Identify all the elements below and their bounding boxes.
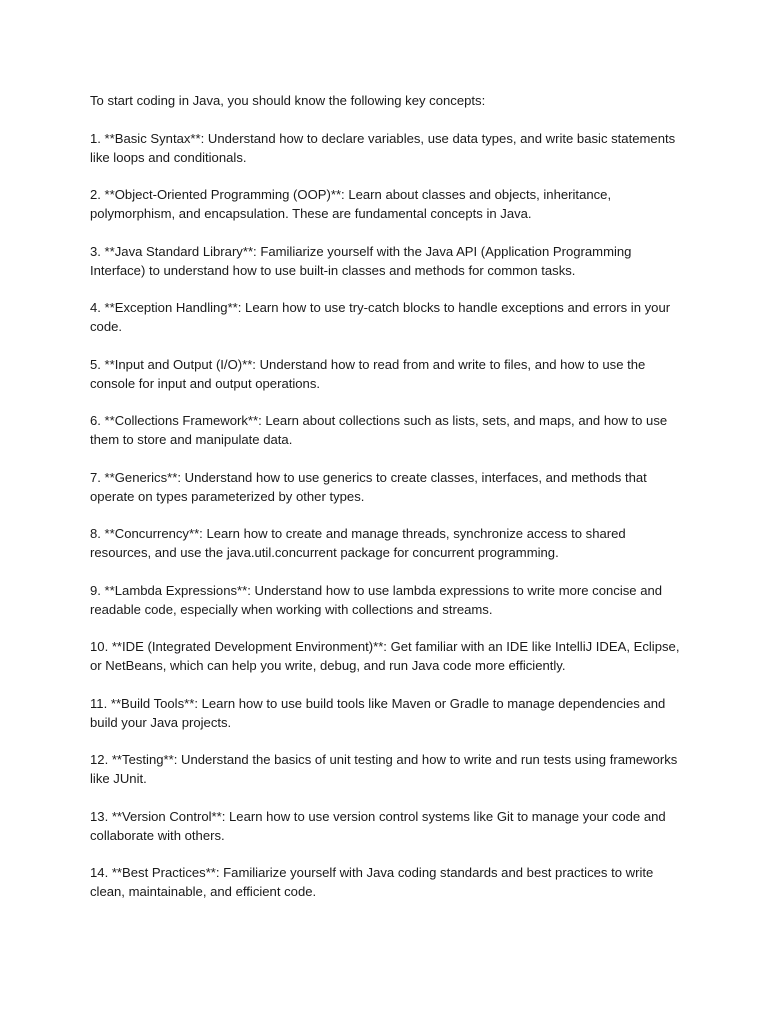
list-item: 6. **Collections Framework**: Learn about collections such as lists, sets, and maps, and how to use them to store and manipulate data. xyxy=(90,413,668,447)
list-item: 8. **Concurrency**: Learn how to create and manage threads, synchronize access to shared resources, and use the java.util.concurrent package for concurrent programming. xyxy=(90,526,626,560)
list-item: 12. **Testing**: Understand the basics of unit testing and how to write and run tests using frameworks like JUnit. xyxy=(90,752,678,786)
list-item: 3. **Java Standard Library**: Familiarize yourself with the Java API (Application Programming Interface) to understand how to use built-in classes and methods for common tasks. xyxy=(90,243,632,278)
list-item: 7. **Generics**: Understand how to use generics to create classes, interfaces, and methods that operate on types parameterized by other types. xyxy=(90,469,647,504)
list-item: 10. **IDE (Integrated Development Environment)**: Get familiar with an IDE like IntelliJ IDEA, Eclipse, or NetBeans, which can help you write, debug, and run Java code more efficiently. xyxy=(90,639,680,673)
list-item: 4. **Exception Handling**: Learn how to use try-catch blocks to handle exceptions and errors in your code. xyxy=(90,300,671,334)
intro-paragraph: To start coding in Java, you should know the following key concepts: xyxy=(90,93,486,108)
document-body xyxy=(90,91,682,920)
list-item: 9. **Lambda Expressions**: Understand how to use lambda expressions to write more concise and readable code, especially when working with collections and streams. xyxy=(90,582,663,617)
list-item: 2. **Object-Oriented Programming (OOP)**: Learn about classes and objects, inheritance, polymorphism, and encapsulation. These are fundamental concepts in Java. xyxy=(90,187,612,221)
list-item: 14. **Best Practices**: Familiarize yourself with Java coding standards and best practices to write clean, maintainable, and efficient code. xyxy=(90,865,654,899)
list-item: 5. **Input and Output (I/O)**: Understand how to read from and write to files, and how to use the console for input and output operations. xyxy=(90,356,646,391)
list-item: 1. **Basic Syntax**: Understand how to declare variables, use data types, and write basic statements like loops and conditionals. xyxy=(90,130,676,165)
list-item: 13. **Version Control**: Learn how to use version control systems like Git to manage your code and collaborate with others. xyxy=(90,808,666,843)
list-item: 11. **Build Tools**: Learn how to use build tools like Maven or Gradle to manage dependencies and build your Java projects. xyxy=(90,695,666,730)
